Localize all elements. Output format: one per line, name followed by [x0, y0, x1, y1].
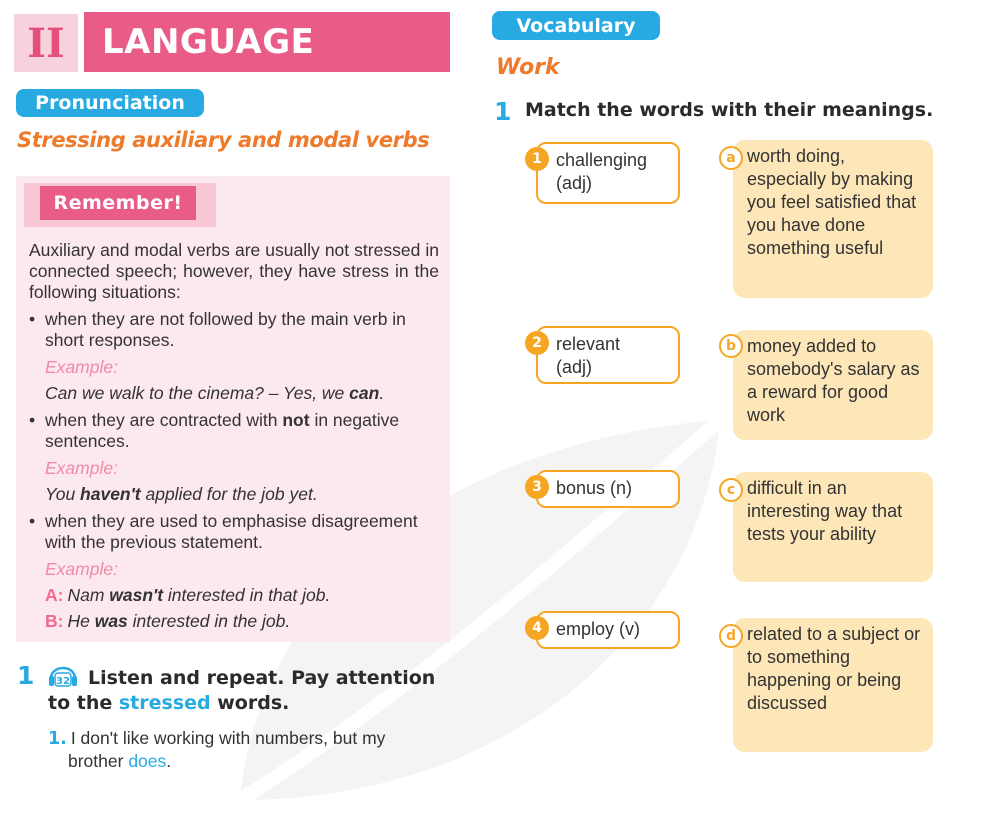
bullet-text: when they are not followed by the main verb in short responses. — [45, 309, 406, 350]
example-text: He — [67, 611, 95, 631]
instruction-highlight: stressed — [118, 692, 211, 714]
speaker-label: B: — [45, 611, 64, 631]
remember-bullet — [29, 511, 439, 553]
bullet-dot: • — [29, 410, 36, 430]
meaning-letter-badge: a — [719, 146, 743, 170]
example-text: Can we walk to the cinema? – Yes, we — [45, 383, 350, 403]
example-sentence — [45, 383, 439, 404]
remember-bullet — [29, 309, 439, 351]
sentence-text: I don't like working with numbers, but my — [70, 728, 386, 748]
word-number-badge: 2 — [525, 331, 549, 355]
bullet-text-part: when they are contracted with — [45, 410, 283, 430]
meaning-box[interactable]: worth doing, especially by making you feel satisfied that you have done something useful — [733, 140, 933, 298]
example-text: interested in the job. — [127, 611, 291, 631]
example-text: Nam — [67, 585, 110, 605]
vocabulary-label: Vocabulary — [492, 11, 660, 40]
bold-word: not — [282, 410, 310, 430]
meaning-box[interactable]: difficult in an interesting way that tests your ability — [733, 472, 933, 582]
example-label: Example: — [45, 357, 118, 377]
meaning-letter-badge: d — [719, 624, 743, 648]
word-text: challenging — [556, 150, 648, 170]
pronunciation-subtitle: Stressing auxiliary and modal verbs — [17, 128, 430, 152]
stressed-word: was — [94, 611, 128, 631]
example-text: . — [379, 383, 385, 403]
remember-content — [29, 240, 439, 632]
listen-exercise-number: 1 — [17, 661, 35, 690]
sentence-number: 1. — [48, 729, 67, 749]
speaker-label: A: — [45, 585, 64, 605]
sentence-highlight: does — [128, 751, 167, 771]
word-number-badge: 4 — [525, 616, 549, 640]
remember-bullet — [29, 410, 439, 452]
word-number-badge: 3 — [525, 475, 549, 499]
word-pos: (adj) — [556, 357, 593, 377]
audio-track-number: 32 — [56, 676, 70, 687]
stressed-word: haven't — [80, 484, 141, 504]
vocabulary-subtitle: Work — [496, 55, 560, 80]
bullet-text-part: in negative sentences. — [45, 410, 400, 451]
meaning-box[interactable]: related to a subject or to something happening or being discussed — [733, 618, 933, 752]
example-text: You — [45, 484, 81, 504]
bullet-dot: • — [29, 309, 36, 329]
bullet-dot: • — [29, 511, 36, 531]
word-pos: (adj) — [556, 173, 593, 193]
remember-intro: Auxiliary and modal verbs are usually not stressed in connected speech; however, they have stress in the following situations: — [29, 240, 439, 302]
word-box[interactable] — [536, 611, 680, 649]
example-text: interested in that job. — [163, 585, 331, 605]
listen-instruction — [48, 666, 448, 716]
word-box[interactable] — [536, 326, 680, 384]
pronunciation-label: Pronunciation — [16, 89, 204, 117]
example-label: Example: — [45, 559, 118, 579]
sentence-line-2 — [48, 750, 448, 772]
meaning-box[interactable]: money added to somebody's salary as a reward for good work — [733, 330, 933, 440]
meaning-letter-badge: b — [719, 334, 743, 358]
stressed-word: can — [349, 383, 380, 403]
vocab-instruction: Match the words with their meanings. — [525, 99, 934, 121]
word-text: employ (v) — [556, 619, 641, 639]
bullet-text: when they are used to emphasise disagreement with the previous statement. — [45, 511, 418, 552]
word-box[interactable] — [536, 142, 680, 204]
section-numeral: II — [14, 14, 78, 72]
example-label: Example: — [45, 458, 118, 478]
stressed-word: wasn't — [109, 585, 164, 605]
meaning-letter-badge: c — [719, 478, 743, 502]
word-number-badge: 1 — [525, 147, 549, 171]
instruction-text: Listen and repeat. Pay attention to the — [48, 667, 436, 714]
example-dialogue-b — [45, 611, 439, 632]
sentence-text: . — [166, 751, 172, 771]
section-title: LANGUAGE — [84, 12, 450, 72]
listen-sentence — [48, 727, 448, 772]
word-box[interactable] — [536, 470, 680, 508]
sentence-text: brother — [68, 751, 129, 771]
word-text: bonus (n) — [556, 478, 633, 498]
example-dialogue-a — [45, 585, 439, 606]
example-sentence — [45, 484, 439, 505]
bullet-text — [45, 410, 439, 452]
remember-label: Remember! — [40, 186, 196, 220]
word-text: relevant — [556, 334, 621, 354]
instruction-text: words. — [210, 692, 290, 714]
example-text: applied for the job yet. — [140, 484, 318, 504]
vocab-exercise-number: 1 — [494, 97, 512, 126]
